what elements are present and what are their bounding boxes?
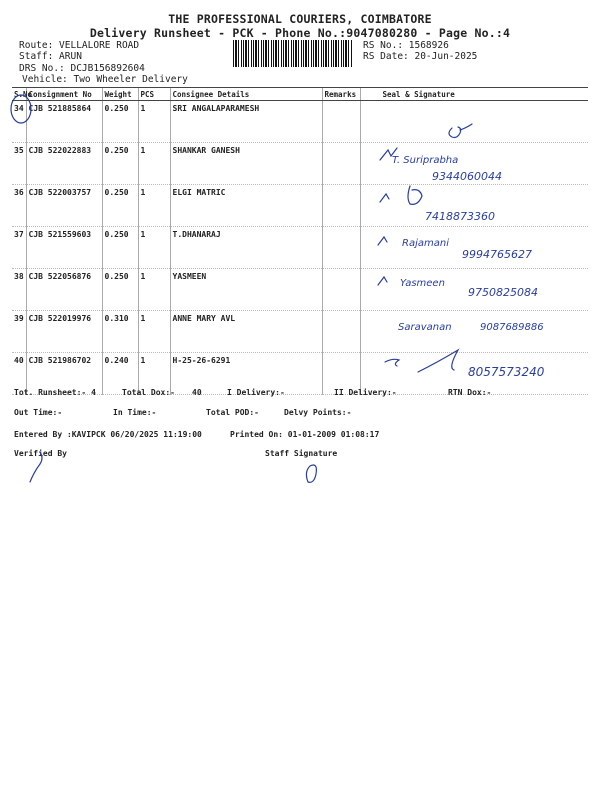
route-label: Route: VELLALORE ROAD [19,40,140,51]
staff-signature-label: Staff Signature [265,449,338,458]
row-sno: 36 [12,185,26,227]
row-pcs: 1 [138,353,170,395]
row-consignee: SHANKAR GANESH [170,143,322,185]
drs-label: DRS No.: DCJB156892604 [19,63,145,74]
printed-on: Printed On: 01-01-2009 01:08:17 [230,430,380,439]
col-seal-signature: Seal & Signature [360,88,588,101]
col-weight: Weight [102,88,138,101]
row-consignee: SRI ANGALAPARAMESH [170,101,322,143]
row-consignment: CJB 522022883 [26,143,102,185]
verified-signature-icon [30,452,42,482]
row-weight: 0.250 [102,269,138,311]
total-dox-value: 40 [192,388,202,397]
row-consignee: ANNE MARY AVL [170,311,322,353]
delvy-points-label: Delvy Points:- [284,408,352,417]
row-consignee: T.DHANARAJ [170,227,322,269]
row-sno: 34 [12,101,26,143]
entered-by: Entered By :KAVIPCK 06/20/2025 11:19:00 [14,430,202,439]
row-sno: 35 [12,143,26,185]
col-sno: S.No [14,89,33,99]
signature-mark-icon [408,186,422,204]
circle-mark-icon [11,95,31,123]
row-consignment: CJB 521885864 [26,101,102,143]
hw-phone: 7418873360 [425,210,495,223]
row-pcs: 1 [138,101,170,143]
col-pcs: PCS [138,88,170,101]
page-title: THE PROFESSIONAL COURIERS, COIMBATORE [168,12,432,26]
i-delivery-label: I Delivery:- [227,388,285,397]
row-sno: 37 [12,227,26,269]
col-consignee: Consignee Details [170,88,322,101]
row-consignment: CJB 522003757 [26,185,102,227]
hw-name: Saravanan [398,322,452,333]
row-consignment: CJB 521559603 [26,227,102,269]
signature-mark-icon [449,124,472,138]
row-consignee: H-25-26-6291 [170,353,322,395]
row-pcs: 1 [138,269,170,311]
in-time-label: In Time:- [113,408,157,417]
hw-name: T. Suriprabha [392,155,459,166]
out-time-label: Out Time:- [14,408,63,417]
col-remarks: Remarks [322,88,360,101]
total-dox-label: Total Dox:- [122,388,175,397]
rs-date-label: RS Date: 20-Jun-2025 [363,51,478,62]
vehicle-label: Vehicle: Two Wheeler Delivery [22,74,188,85]
tot-runsheet: Tot. Runsheet:- 4 [14,388,96,397]
row-pcs: 1 [138,143,170,185]
hw-phone: 8057573240 [468,365,545,379]
row-weight: 0.250 [102,143,138,185]
tick-mark-icon [385,359,399,366]
row-sno: 40 [12,353,26,395]
row-pcs: 1 [138,227,170,269]
signature-mark-icon [418,350,458,372]
row-consignment: CJB 522019976 [26,311,102,353]
page-subtitle: Delivery Runsheet - PCK - Phone No.:9047080280 - Page No.:4 [89,26,511,40]
rtn-dox-label: RTN Dox:- [448,388,492,397]
verified-by-label: Verified By [14,449,67,458]
hw-phone: 9750825084 [468,286,538,299]
tick-mark-icon [378,277,387,285]
hw-phone: 9994765627 [462,248,532,261]
ii-delivery-label: II Delivery:- [334,388,397,397]
row-weight: 0.250 [102,227,138,269]
row-weight: 0.240 [102,353,138,395]
tick-mark-icon [378,237,387,245]
rs-no-label: RS No.: 1568926 [363,40,449,51]
hw-name: Rajamani [402,238,449,249]
tick-mark-icon [380,194,389,202]
row-pcs: 1 [138,311,170,353]
row-consignment: CJB 522056876 [26,269,102,311]
row-sno: 39 [12,311,26,353]
row-sno: 38 [12,269,26,311]
row-consignee: YASMEEN [170,269,322,311]
hw-name: Yasmeen [400,278,445,289]
total-pod-label: Total POD:- [206,408,259,417]
staff-signature-icon [306,465,316,482]
hw-phone: 9087689886 [480,322,544,333]
row-consignee: ELGI MATRIC [170,185,322,227]
row-pcs: 1 [138,185,170,227]
staff-label: Staff: ARUN [19,51,82,62]
row-consignment: CJB 521986702 [26,353,102,395]
col-consignment: Consignment No [26,88,102,101]
row-weight: 0.310 [102,311,138,353]
hw-phone: 9344060044 [432,170,502,183]
row-weight: 0.250 [102,101,138,143]
row-weight: 0.250 [102,185,138,227]
